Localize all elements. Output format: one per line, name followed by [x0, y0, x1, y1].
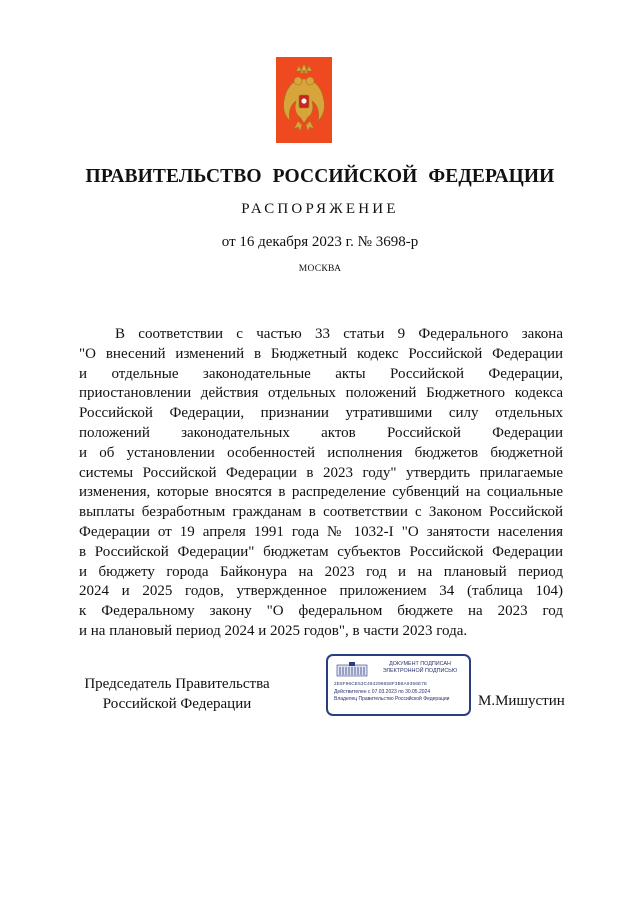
body-line: выплаты безработным гражданам в соответствии с Законом Российской	[79, 504, 563, 521]
document-type: РАСПОРЯЖЕНИЕ	[241, 201, 399, 217]
body-line: В соответствии с частью 33 статьи 9 Федерального закона	[115, 326, 563, 342]
city-label: МОСКВА	[298, 264, 342, 274]
body-line: изменения, которые вносятся в распределение субвенций на социальные	[79, 484, 563, 501]
body-line: и на плановый период 2024 и 2025 годов", в части 2023 года.	[79, 622, 468, 639]
stamp-heading-line: ЭЛЕКТРОННОЙ ПОДПИСЬЮ	[382, 668, 458, 674]
signatory-position-line: Российской Федерации	[102, 696, 252, 712]
body-line: Федерации от 19 апреля 1991 года № 1032-I "О занятости населения	[79, 523, 563, 540]
signatory-position-line: Председатель Правительства	[84, 676, 270, 692]
body-line: Российской Федерации, признании утратившими силу отдельных	[79, 405, 563, 422]
body-line: и об установлении особенностей исполнения бюджетов бюджетной	[79, 444, 563, 461]
stamp-owner: Владелец Правительство Российской Федерации	[334, 696, 450, 702]
order-body	[79, 325, 563, 642]
body-line: 2024 и 2025 годов, утвержденное приложением 34 (таблица 104)	[79, 583, 563, 600]
government-building-icon	[336, 661, 368, 677]
body-line: положений законодательных актов Российской Федерации	[79, 424, 563, 441]
body-line: в Российской Федерации" бюджетам субъектов Российской Федерации	[79, 543, 563, 560]
electronic-signature-stamp	[326, 654, 471, 716]
body-line: приостановлении действия отдельных положений Бюджетного кодекса	[79, 385, 563, 402]
stamp-heading	[372, 661, 468, 675]
stamp-certificate: 2E6F96CE53C484298658F3B8A9356E7E	[334, 681, 428, 686]
body-line: и бюджету города Байконура на 2023 год и на плановый период	[79, 563, 563, 580]
document-date-number: от 16 декабря 2023 г. № 3698-р	[221, 234, 419, 250]
body-line: к Федеральному закону "О федеральном бюджете на 2023 год	[79, 603, 563, 620]
signatory-position	[79, 674, 275, 714]
government-title: ПРАВИТЕЛЬСТВО РОССИЙСКОЙ ФЕДЕРАЦИИ	[85, 166, 555, 187]
stamp-validity: Действителен с 07.03.2023 по 30.05.2024	[334, 689, 431, 695]
body-line: и отдельные законодательные акты Российской Федерации,	[79, 365, 563, 382]
coat-of-arms-icon	[276, 57, 332, 143]
body-line: системы Российской Федерации в 2023 году" утвердить прилагаемые	[79, 464, 563, 481]
body-line: "О внесений изменений в Бюджетный кодекс Российской Федерации	[79, 345, 563, 362]
stamp-heading-line: ДОКУМЕНТ ПОДПИСАН	[389, 661, 451, 667]
signatory-name: М.Мишустин	[478, 693, 565, 709]
